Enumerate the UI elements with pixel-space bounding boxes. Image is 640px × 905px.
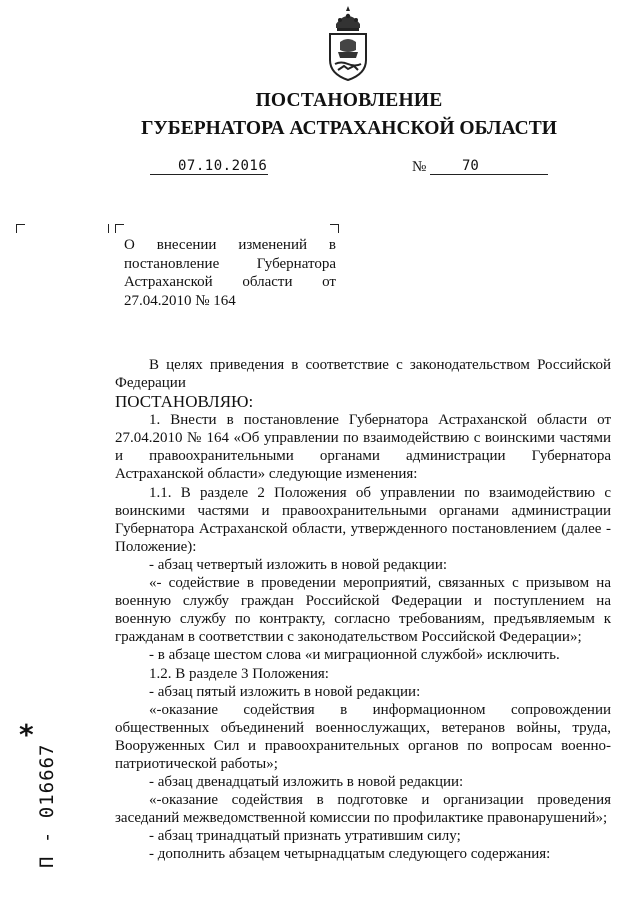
date-underline [150,174,268,175]
clause-1-2-b: «-оказание содействия в информационном сопровождении общественных объединений военнослужащих, ветеранов войны, труда, Вооруженных Сил и правоохранительных органов по вопросам военно-патриотической работы»; [115,701,611,772]
corner-mark-subject-left [115,224,124,233]
document-type-heading: ПОСТАНОВЛЕНИЕ [255,90,443,111]
clause-1-1: 1.1. В разделе 2 Положения об управлении по взаимодействию с воинскими частями и правоохранительными органами администрации Губернатора Астраханской области, утвержденного постановлением (далее - Положение): [115,484,611,555]
clause-1-1-a: - абзац четвертый изложить в новой редакции: [149,556,448,573]
corner-mark-left [16,224,25,233]
document-subject: О внесении изменений в постановление Губернатора Астраханской области от 27.04.2010 № 164 [124,237,336,309]
corner-mark-tick [108,224,111,233]
clause-1-2-d: «-оказание содействия в подготовке и организации проведения заседаний межведомственной комиссии по профилактике правонарушений»; [115,792,611,827]
intro-paragraph: В целях приведения в соответствие с законодательством Российской Федерации [115,357,611,392]
clause-1-2-c: - абзац двенадцатый изложить в новой редакции: [149,774,464,791]
clause-1-2-e: - абзац тринадцатый признать утратившим силу; [149,828,461,845]
clause-1-2-f: - дополнить абзацем четырнадцатым следующего содержания: [149,846,551,863]
decree-word: ПОСТАНОВЛЯЮ: [115,392,254,412]
number-sign: № [412,159,427,175]
corner-mark-subject-right [330,224,339,233]
clause-1-2: 1.2. В разделе 3 Положения: [149,665,329,682]
clause-1-2-a: - абзац пятый изложить в новой редакции: [149,683,421,700]
clause-1-1-c: - в абзаце шестом слова «и миграционной службой» исключить. [149,647,560,664]
coat-of-arms-icon [322,4,374,84]
number-underline [430,174,548,175]
document-date: 07.10.2016 [178,158,268,174]
authority-heading: ГУБЕРНАТОРА АСТРАХАНСКОЙ ОБЛАСТИ [141,118,557,139]
margin-star: * [19,718,34,751]
clause-1-1-b: «- содействие в проведении мероприятий, связанных с призывом на военную службу граждан Российской Федерации и поступлением на военную службу по контракту, согласно требованиям, предъявляемым к гражданам в соответствии с законодательством Российской Федерации»; [115,575,611,646]
document-number: 70 [462,158,479,174]
margin-serial-code: П - 016667 [36,743,58,868]
document-body [115,356,611,864]
clause-1: 1. Внести в постановление Губернатора Астраханской области от 27.04.2010 № 164 «Об управлении по взаимодействию с воинскими частями и правоохранительными органами администрации Губернатора Астраханской области» следующие изменения: [115,412,611,483]
